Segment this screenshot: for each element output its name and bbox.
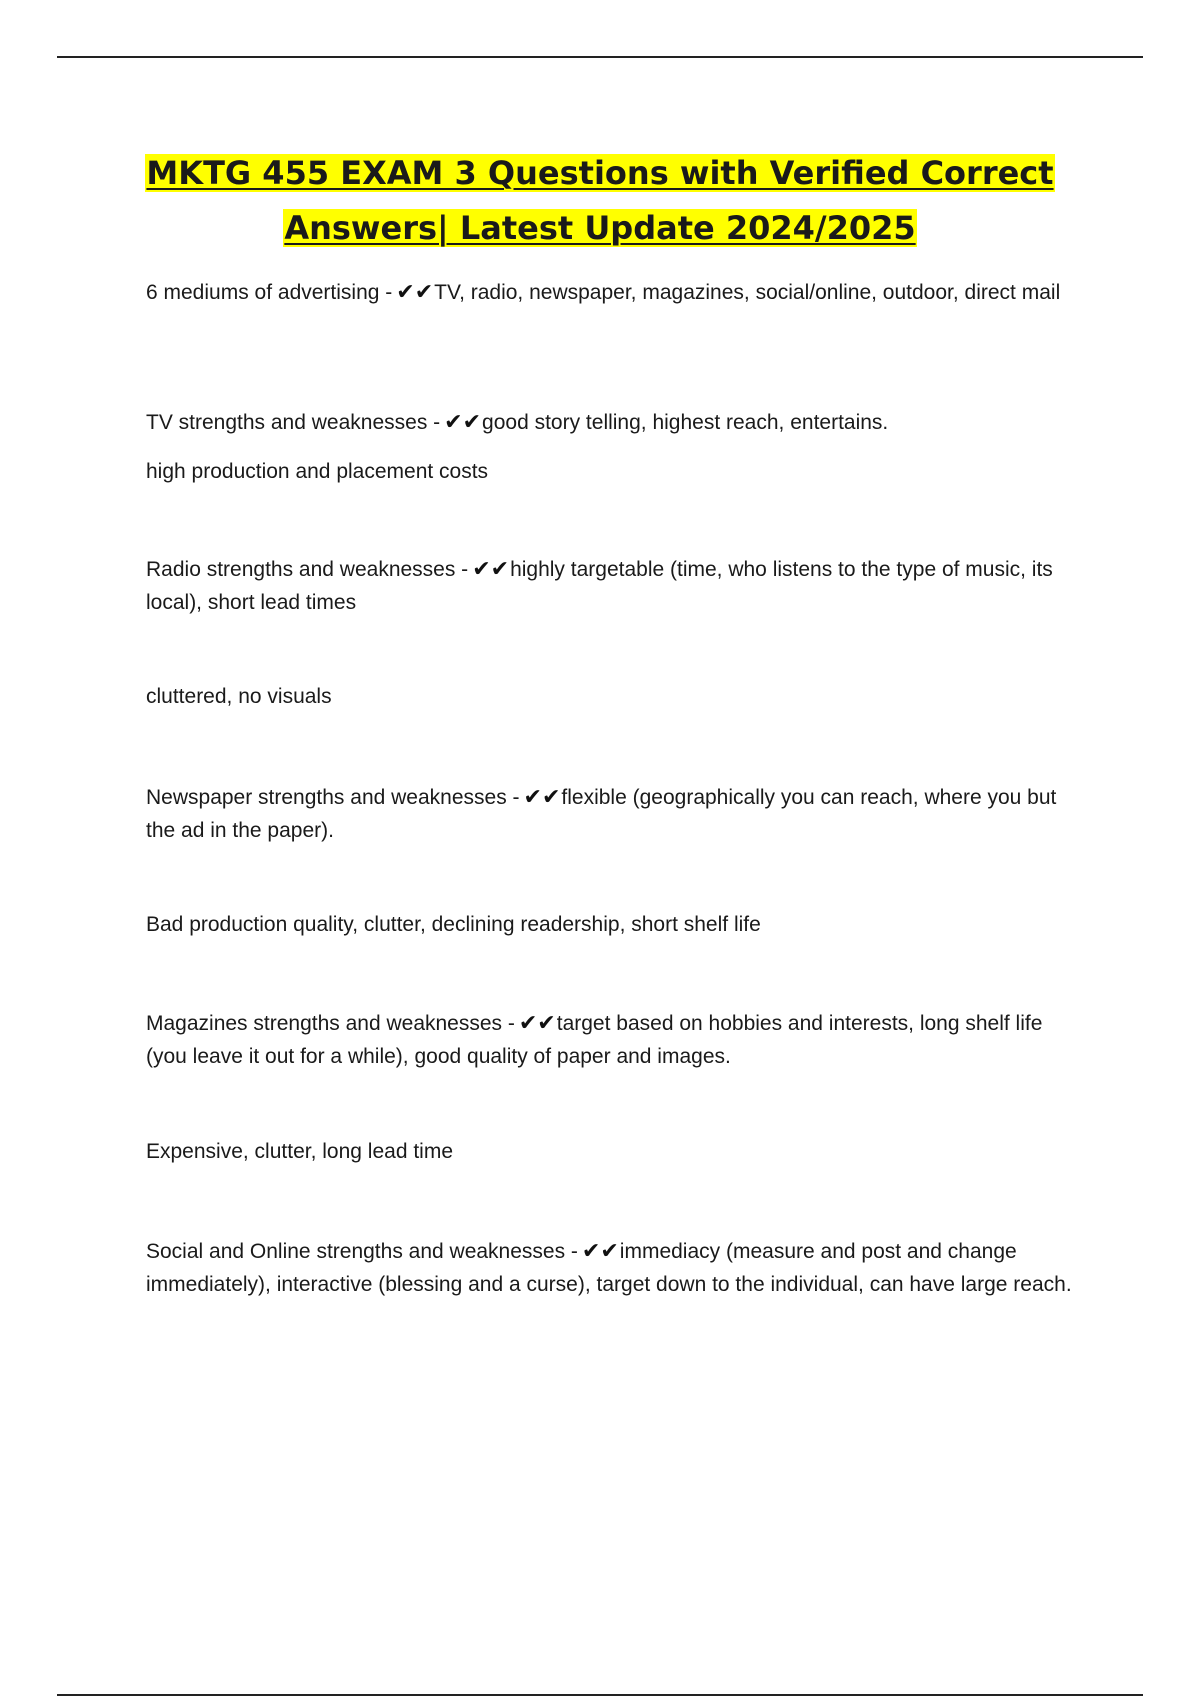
double-check-icon: ✔✔ — [396, 280, 434, 305]
answer-text: good story telling, highest reach, entertains. — [482, 411, 889, 434]
page-title-text: MKTG 455 EXAM 3 Questions with Verified Correct Answers| Latest Update 2024/2025 — [146, 154, 1054, 247]
question-text: Magazines strengths and weaknesses - — [146, 1012, 515, 1035]
top-rule — [57, 56, 1143, 58]
qa-entry-magazines-weaknesses: Expensive, clutter, long lead time — [146, 1140, 454, 1163]
question-text: Newspaper strengths and weaknesses - — [146, 786, 520, 809]
answer-text: flexible (geographically you can reach, where you but the ad in the paper). — [146, 786, 1057, 842]
bottom-rule — [57, 1694, 1143, 1696]
double-check-icon: ✔✔ — [444, 410, 482, 435]
qa-entry-radio — [146, 553, 1086, 619]
answer-text: TV, radio, newspaper, magazines, social/online, outdoor, direct mail — [434, 281, 1061, 304]
question-text: TV strengths and weaknesses - — [146, 411, 441, 434]
qa-entry-magazines — [146, 1007, 1086, 1073]
qa-entry-mediums — [146, 276, 1086, 309]
qa-entry-newspaper-weaknesses: Bad production quality, clutter, declining readership, short shelf life — [146, 913, 761, 936]
double-check-icon: ✔✔ — [518, 1011, 556, 1036]
qa-entry-tv-weaknesses: high production and placement costs — [146, 460, 489, 483]
question-text: 6 mediums of advertising - — [146, 281, 393, 304]
double-check-icon: ✔✔ — [581, 1239, 619, 1264]
qa-entry-radio-weaknesses: cluttered, no visuals — [146, 685, 332, 708]
double-check-icon: ✔✔ — [523, 785, 561, 810]
question-text: Social and Online strengths and weaknesses - — [146, 1240, 578, 1263]
page-title — [100, 146, 1100, 256]
answer-text: immediacy (measure and post and change immediately), interactive (blessing and a curse), target down to the individual, can have large reach. — [146, 1240, 1072, 1296]
qa-entry-tv — [146, 406, 1086, 439]
qa-entry-newspaper — [146, 781, 1086, 847]
answer-text: target based on hobbies and interests, long shelf life (you leave it out for a while), good quality of paper and images. — [146, 1012, 1043, 1068]
qa-entry-social-online — [146, 1235, 1086, 1301]
answer-text: highly targetable (time, who listens to the type of music, its local), short lead times — [146, 558, 1053, 614]
question-text: Radio strengths and weaknesses - — [146, 558, 469, 581]
double-check-icon: ✔✔ — [472, 557, 510, 582]
